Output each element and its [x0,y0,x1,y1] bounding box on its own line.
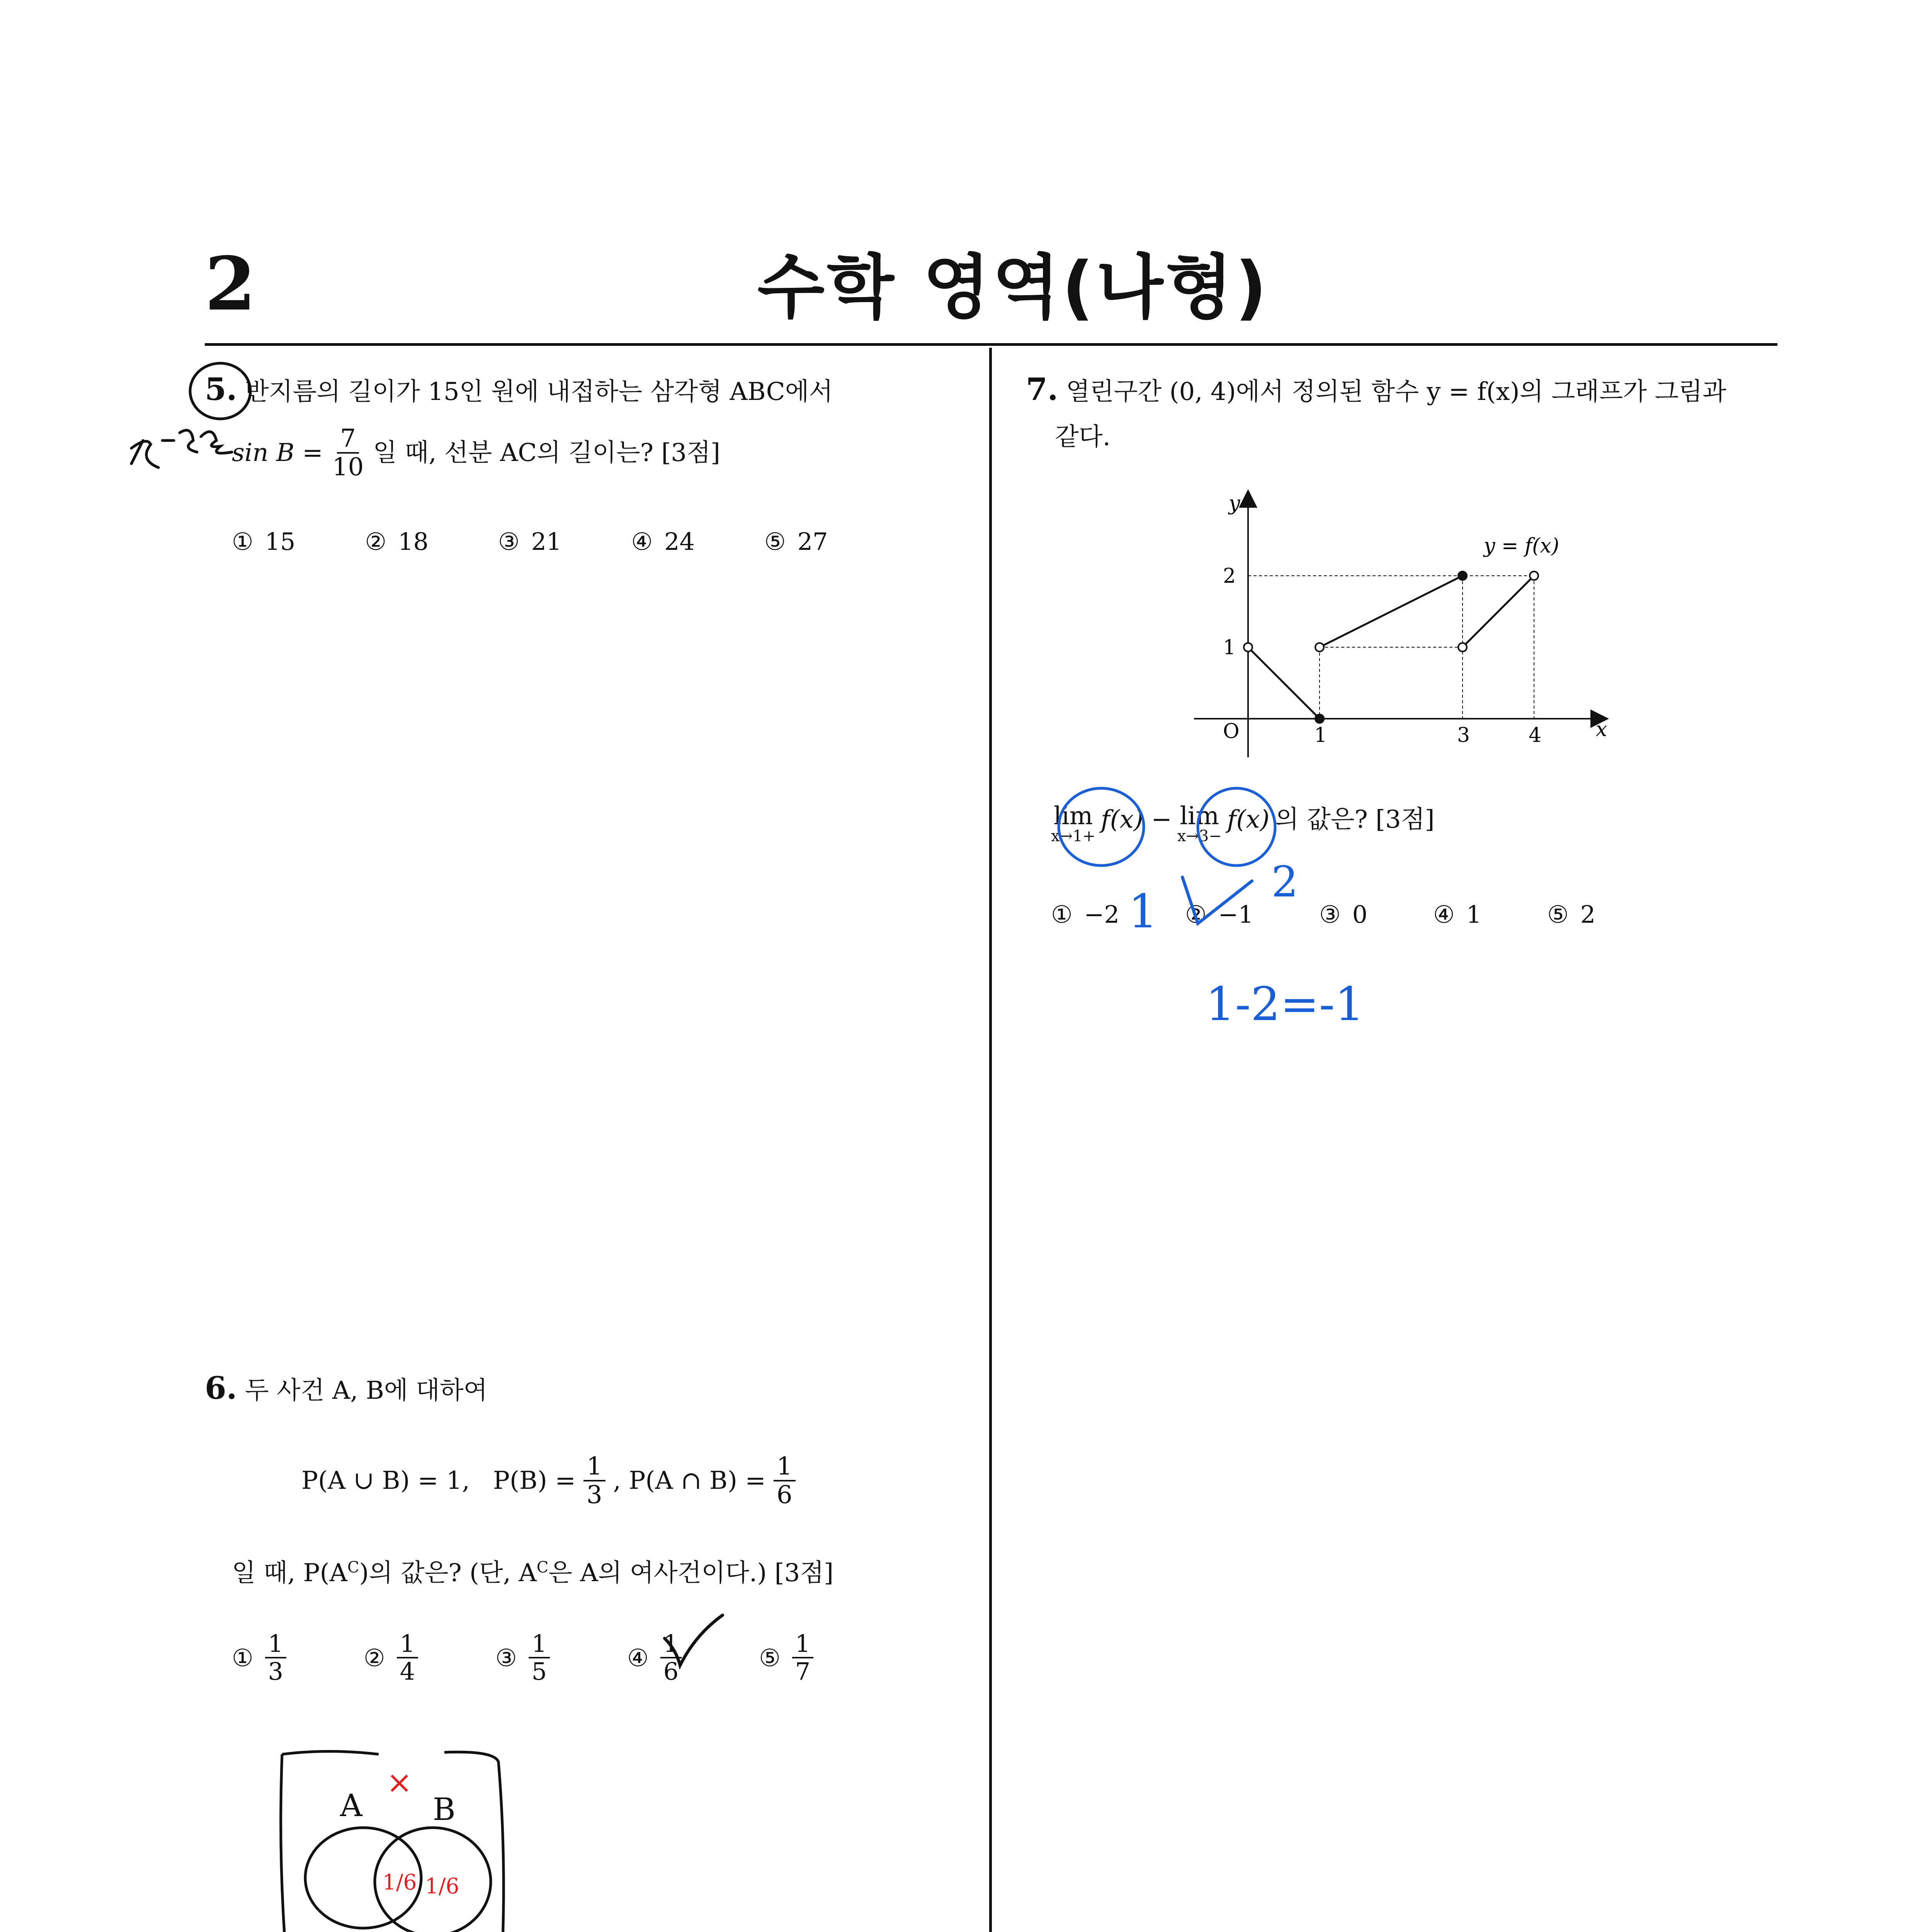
q6-eq3-prefix: , P(A ∩ B) = [613,1466,766,1495]
frac-num: 1 [583,1453,605,1481]
q6-eq2-prefix: P(B) = [493,1466,576,1495]
choice-value: 24 [664,527,695,556]
question-5-text: 반지름의 길이가 15인 원에 내접하는 삼각형 ABC에서 [245,378,833,406]
lim-text: lim [1180,802,1219,830]
check-mark-icon [657,1604,734,1681]
choice-mark: ④ [1433,900,1455,929]
question-7-handwriting [1036,781,1383,1059]
choice-mark: ② [1185,900,1207,929]
choice-mark: ③ [498,527,520,556]
blue-circle-1 [1059,788,1144,866]
frac-num: 1 [660,1631,682,1658]
question-5-line1 [205,369,833,409]
q6-question-part3: 은 A의 여사건이다.) [3점] [548,1559,834,1587]
y-tick-label: 2 [1223,565,1236,588]
q5-choice-1[interactable] [232,527,296,556]
closed-point [1458,571,1467,580]
question-5-line2 [232,425,720,481]
frac-den: 6 [776,1481,793,1510]
frac-num: 1 [529,1631,550,1658]
q5-choice-2[interactable] [365,527,429,556]
choice-mark: ① [232,1643,253,1672]
q6-sup1: C [347,1558,359,1577]
x-tick-label: 1 [1314,724,1327,747]
choice-mark: ④ [631,527,653,556]
q6-eq3-frac [774,1453,796,1509]
frac-den: 5 [531,1657,547,1686]
blue-note-2: 2 [1271,857,1298,906]
header-rule [205,343,1777,346]
choice-mark: ③ [495,1643,517,1672]
q6-sup2: C [536,1558,549,1577]
venn-x-mark: × [386,1764,413,1800]
y-tick-label: 1 [1223,636,1236,659]
y-axis-label: y [1229,492,1240,515]
q5-choice-5[interactable] [764,527,828,556]
curve-label: y = f(x) [1484,534,1560,558]
x-tick-label: 3 [1457,724,1470,747]
venn-frac-right: 1/6 [425,1874,459,1898]
page-number: 2 [205,241,256,327]
lim-sub: x→3− [1177,827,1222,845]
q6-eq2-frac [583,1453,605,1509]
choice-mark: ⑤ [764,527,786,556]
question-7-text: 열린구간 (0, 4)에서 정의된 함수 y = f(x)의 그래프가 그림과 [1066,378,1726,406]
frac-num: 1 [774,1453,796,1481]
choice-mark: ② [364,1643,385,1672]
frac-num: 1 [397,1631,418,1658]
open-point [1315,643,1324,651]
graph-segment [1463,576,1534,647]
q6-choice-1[interactable] [232,1631,286,1685]
question-6-number: 6. [205,1370,237,1406]
lim-sub: x→1+ [1051,827,1096,845]
question-5-frac-num: 7 [337,425,359,454]
q6-eq1: P(A ∪ B) = 1, [301,1466,470,1495]
function-graph [1179,487,1642,777]
graph-marks [1223,565,1541,747]
q5-choice-3[interactable] [498,527,562,556]
q6-choice-2[interactable] [364,1631,418,1685]
choice-value: 21 [531,527,562,556]
q6-question-part1: 일 때, P(A [232,1559,347,1587]
venn-label-b: B [433,1791,456,1827]
open-point [1244,643,1252,651]
q7-expr-rest: 의 값은? [3점] [1275,805,1435,834]
q7-choice-4[interactable] [1433,900,1481,929]
choice-mark: ⑤ [1547,900,1569,929]
closed-point [1315,714,1324,723]
open-point [1530,571,1538,580]
graph-segment [1320,576,1463,647]
choice-value: 1 [1466,900,1482,929]
question-5-handwriting [116,348,255,502]
frac-num: 1 [792,1631,813,1658]
circle-mark [190,363,250,419]
handwriting-scribble [131,430,232,468]
x-tick-label: 4 [1529,724,1542,747]
choice-mark: ① [232,527,253,556]
question-7-number: 7. [1026,371,1058,407]
frac-den: 6 [663,1657,679,1686]
choice-mark: ④ [627,1643,649,1672]
page-title: 수학 영역(나형) [757,247,1269,328]
venn-diagram [270,1739,522,1932]
choice-mark: ③ [1319,900,1341,929]
choice-value: 2 [1580,900,1596,929]
question-6-equations [301,1453,796,1509]
choice-value: −1 [1218,900,1253,929]
q6-question-part2: )의 값은? (단, A [359,1559,537,1587]
choice-value: −2 [1084,900,1119,929]
question-5-sin: sin B = [232,438,323,467]
question-5-number: 5. [205,371,237,407]
question-5-choices [232,527,828,556]
choice-value: 15 [265,527,296,556]
question-5-text2: 일 때, 선분 AC의 길이는? [3점] [373,438,720,467]
q7-expr-f2: f(x) [1227,805,1270,834]
frac-den: 3 [268,1657,284,1686]
question-5-frac-den: 10 [332,453,364,482]
q7-choice-5[interactable] [1547,900,1595,929]
question-6-line1 [205,1368,488,1408]
frac-num: 1 [265,1631,286,1658]
x-axis-label: x [1596,718,1607,741]
q6-choice-3[interactable] [495,1631,550,1685]
frac-den: 7 [795,1657,811,1686]
question-6-question [232,1557,833,1589]
venn-frac-left: 1/6 [383,1870,417,1895]
blue-result: 1-2=-1 [1206,978,1364,1031]
question-7-line2: 같다. [1055,423,1111,451]
choice-value: 18 [398,527,429,556]
graph-segment [1248,647,1320,719]
venn-label-a: A [340,1787,362,1823]
choice-mark: ⑤ [759,1643,781,1672]
lim-text: lim [1053,802,1093,830]
q6-choice-5[interactable] [759,1631,813,1685]
choice-mark: ② [365,527,387,556]
frac-den: 3 [586,1481,602,1510]
blue-check [1182,877,1252,923]
blue-note-1: 1 [1128,885,1158,939]
origin-label: O [1223,720,1240,743]
open-point [1458,643,1467,651]
question-6-text: 두 사건 A, B에 대하여 [245,1376,488,1405]
column-divider [989,348,992,1932]
question-7-line1 [1026,369,1726,409]
frac-den: 4 [400,1657,415,1686]
choice-value: 0 [1352,900,1368,929]
choice-value: 27 [797,527,828,556]
q5-choice-4[interactable] [631,527,695,556]
q7-expr-f1: f(x) − [1101,805,1172,834]
choice-mark: ① [1051,900,1073,929]
blue-circle-2 [1198,788,1275,866]
question-5-fraction [329,425,367,481]
